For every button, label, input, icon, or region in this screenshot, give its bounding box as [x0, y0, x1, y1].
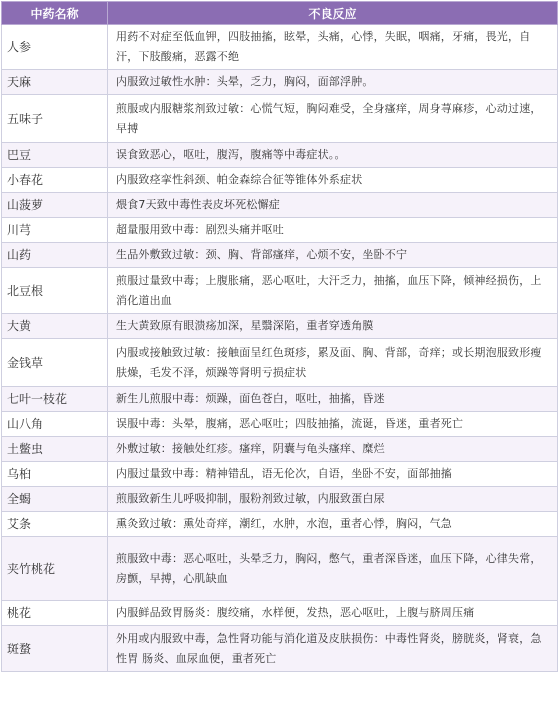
- table-row: [2, 487, 558, 512]
- herb-name-cell: 山八角: [2, 412, 108, 437]
- adverse-reaction-cell: 煨食7天致中毒性表皮坏死松懈症: [108, 193, 558, 218]
- herb-name-cell: 乌桕: [2, 462, 108, 487]
- adverse-reaction-cell: 煎服致新生儿呼吸抑制，服粉剂致过敏，内服致蛋白尿: [108, 487, 558, 512]
- table-row: [2, 537, 558, 601]
- herb-name-cell: 北豆根: [2, 268, 108, 314]
- herb-name-cell: 小春花: [2, 168, 108, 193]
- table-row: [2, 412, 558, 437]
- table-row: [2, 143, 558, 168]
- herb-name-cell: 土鳖虫: [2, 437, 108, 462]
- herb-name-cell: 桃花: [2, 601, 108, 626]
- table-row: [2, 512, 558, 537]
- table-row: [2, 462, 558, 487]
- herb-name-cell: 五味子: [2, 95, 108, 143]
- herb-name-cell: 夹竹桃花: [2, 537, 108, 601]
- column-header-herb-name: 中药名称: [2, 2, 108, 25]
- table-row: [2, 168, 558, 193]
- adverse-reaction-cell: 新生儿煎服中毒：烦躁，面色苍白，呕吐，抽搐，昏迷: [108, 387, 558, 412]
- table-row: [2, 95, 558, 143]
- adverse-reaction-cell: 超量服用致中毒：剧烈头痛并呕吐: [108, 218, 558, 243]
- adverse-reaction-cell: 煎服致中毒：恶心呕吐，头晕乏力，胸闷，憋气，重者深昏迷，血压下降，心律失常，房颤，早搏，心肌缺血: [108, 537, 558, 601]
- table-row: [2, 601, 558, 626]
- adverse-reaction-cell: 用药不对症至低血钾，四肢抽搐，眩晕，头痛，心悸，失眠，咽痛，牙痛，畏光，自汗，下肢酸痛，恶露不绝: [108, 25, 558, 70]
- table-row: [2, 387, 558, 412]
- column-header-adverse-reaction: 不良反应: [108, 2, 558, 25]
- adverse-reaction-cell: 煎服过量致中毒；上腹胀痛，恶心呕吐，大汗乏力，抽搐，血压下降，倾神经损伤，上消化道出血: [108, 268, 558, 314]
- herb-name-cell: 七叶一枝花: [2, 387, 108, 412]
- adverse-reaction-cell: 内服致过敏性水肿：头晕，乏力，胸闷，面部浮肿。: [108, 70, 558, 95]
- herb-name-cell: 人参: [2, 25, 108, 70]
- herb-name-cell: 天麻: [2, 70, 108, 95]
- adverse-reaction-cell: 外用或内服致中毒，急性肾功能与消化道及皮肤损伤：中毒性肾炎，膀胱炎，肾衰，急性胃 肠炎、血尿血便，重者死亡: [108, 626, 558, 672]
- table-row: [2, 268, 558, 314]
- adverse-reaction-cell: 外敷过敏：接触处红疹。瘙痒，阴囊与龟头瘙痒、糜烂: [108, 437, 558, 462]
- adverse-reaction-cell: 煎服或内服糖浆剂致过敏：心慌气短，胸闷难受，全身瘙痒，周身荨麻疹，心动过速，早搏: [108, 95, 558, 143]
- adverse-reaction-cell: 内服或接触致过敏：接触面呈红色斑疹，累及面、胸、背部，奇痒；或长期泡服致形瘦肤燥，毛发不泽，烦躁等肾明亏损症状: [108, 339, 558, 387]
- table-row: [2, 193, 558, 218]
- adverse-reaction-cell: 误食致恶心，呕吐，腹泻，腹痛等中毒症状。。: [108, 143, 558, 168]
- herb-name-cell: 艾条: [2, 512, 108, 537]
- adverse-reaction-cell: 内服致痉挛性斜颈、帕金森综合征等锥体外系症状: [108, 168, 558, 193]
- table-row: [2, 314, 558, 339]
- table-row: [2, 25, 558, 70]
- adverse-reaction-cell: 生品外敷致过敏：颈、胸、背部瘙痒，心烦不安，坐卧不宁: [108, 243, 558, 268]
- herb-name-cell: 全蝎: [2, 487, 108, 512]
- herb-name-cell: 巴豆: [2, 143, 108, 168]
- herb-name-cell: 斑蝥: [2, 626, 108, 672]
- adverse-reaction-cell: 内服过量致中毒：精神错乱，语无伦次，自语，坐卧不安，面部抽搐: [108, 462, 558, 487]
- herb-name-cell: 川芎: [2, 218, 108, 243]
- table-row: [2, 626, 558, 672]
- adverse-reaction-cell: 内服鲜品致胃肠炎：腹绞痛，水样便，发热，恶心呕吐，上腹与脐周压痛: [108, 601, 558, 626]
- adverse-reaction-cell: 误服中毒：头晕，腹痛，恶心呕吐；四肢抽搐，流诞，昏迷，重者死亡: [108, 412, 558, 437]
- herb-name-cell: 金钱草: [2, 339, 108, 387]
- herb-name-cell: 大黄: [2, 314, 108, 339]
- herb-name-cell: 山药: [2, 243, 108, 268]
- table-row: [2, 339, 558, 387]
- adverse-reaction-cell: 熏灸致过敏：熏处奇痒，潮红，水肿，水泡，重者心悸，胸闷，气急: [108, 512, 558, 537]
- table-row: [2, 218, 558, 243]
- adverse-reaction-cell: 生大黄致原有眼溃疡加深，星翳深陷，重者穿透角膜: [108, 314, 558, 339]
- table-header-row: [2, 2, 558, 25]
- table-row: [2, 243, 558, 268]
- herb-name-cell: 山菠萝: [2, 193, 108, 218]
- table-row: [2, 437, 558, 462]
- herbal-adverse-reactions-table: [1, 1, 558, 672]
- table-row: [2, 70, 558, 95]
